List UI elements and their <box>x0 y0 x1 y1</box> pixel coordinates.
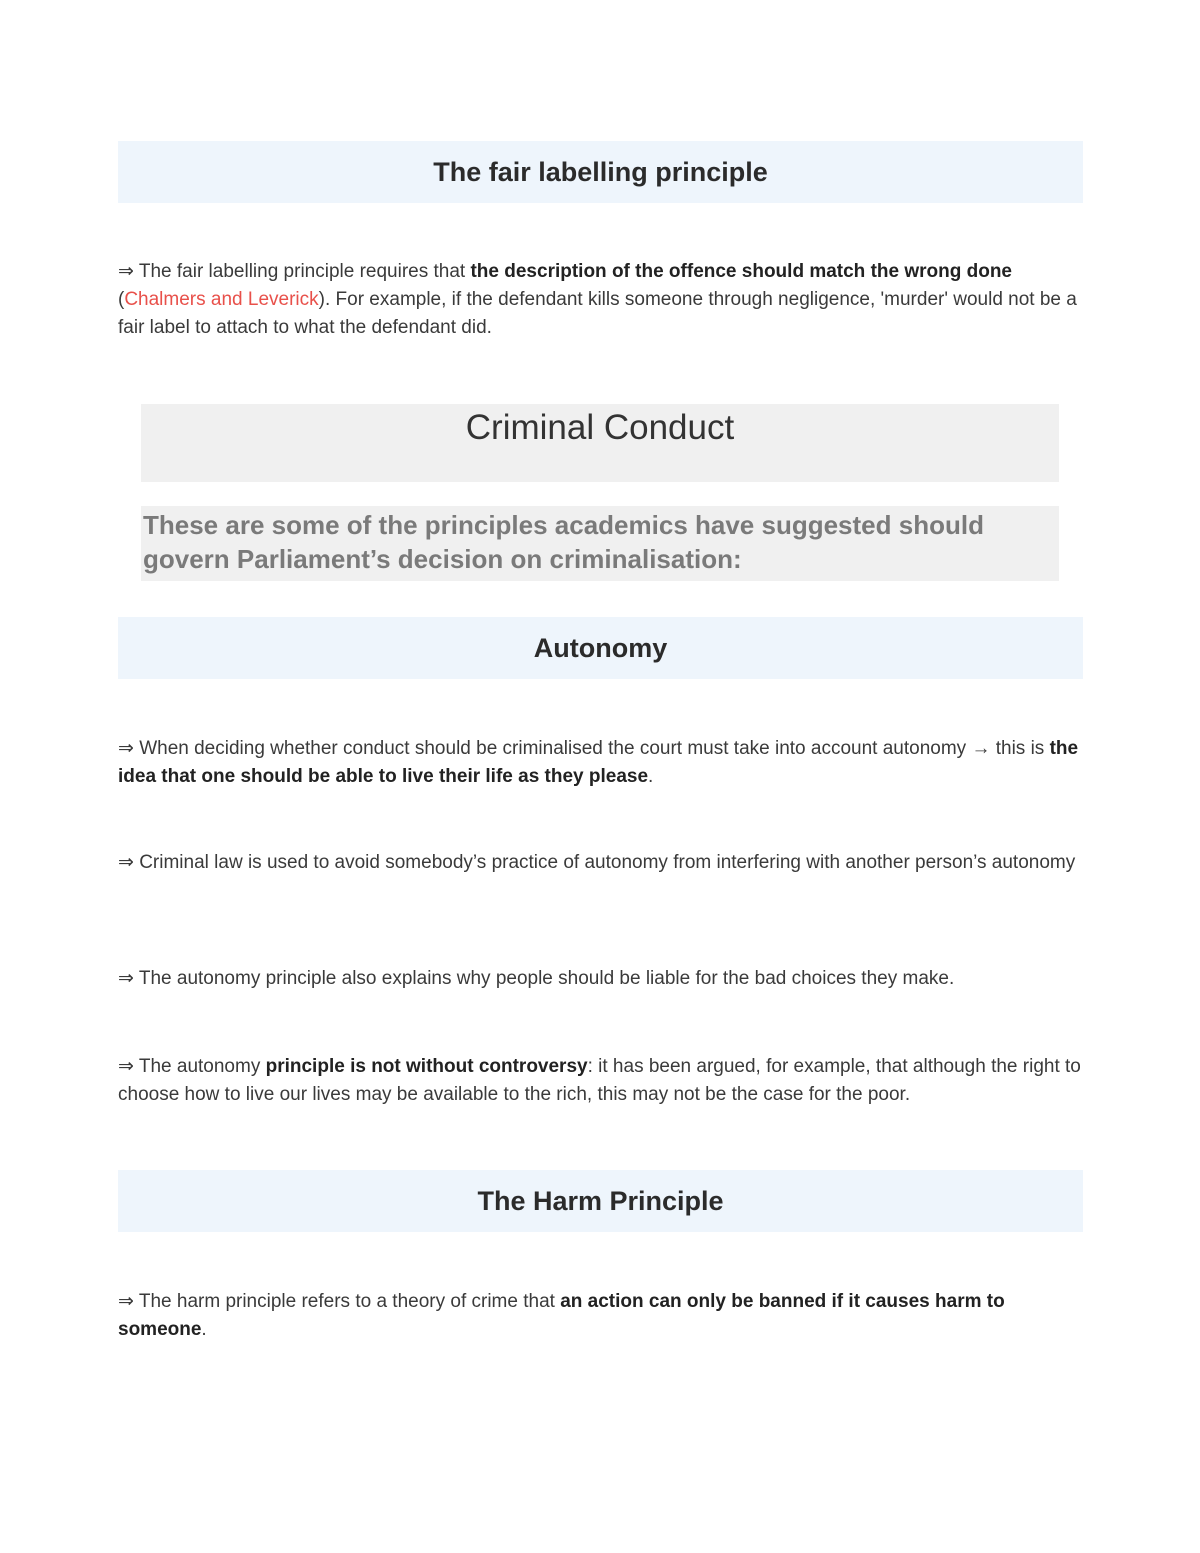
criminal-conduct-box <box>141 404 1059 482</box>
section-header-autonomy <box>118 617 1083 679</box>
arrow-bullet-icon: ⇒ <box>118 852 134 873</box>
arrow-bullet-icon: ⇒ <box>118 261 134 282</box>
harm-paragraph-1: ⇒ The harm principle refers to a theory of crime that an action can only be banned if it causes harm to someone. <box>118 1291 1005 1340</box>
autonomy-paragraph-1: ⇒ When deciding whether conduct should be criminalised the court must take into account autonomy → this is the idea that one should be able to live their life as they please. <box>118 738 1079 787</box>
fair-labelling-paragraph: ⇒ The fair labelling principle requires that the description of the offence should match the wrong done (Chalmers and Leverick). For example, if the defendant kills someone through negligence, 'murder' would not be a fair label to attach to what the defendant did. <box>118 261 1077 338</box>
bold-emphasis: the idea that one should be able to live their life as they please <box>118 738 1079 787</box>
bold-emphasis: principle is not without controversy <box>265 1056 588 1077</box>
section-title: Autonomy <box>533 632 668 663</box>
reference-citation: Chalmers and Leverick <box>124 289 319 310</box>
principles-note: These are some of the principles academics have suggested should govern Parliament’s decision on criminalisation: <box>143 510 984 574</box>
section-title: The fair labelling principle <box>433 156 768 187</box>
principles-note-box <box>141 506 1059 581</box>
autonomy-paragraph-2: ⇒ Criminal law is used to avoid somebody’s practice of autonomy from interfering with another person’s autonomy <box>118 852 1076 873</box>
arrow-bullet-icon: ⇒ <box>118 1291 134 1312</box>
arrow-bullet-icon: ⇒ <box>118 738 134 759</box>
bold-emphasis: the description of the offence should match the wrong done <box>470 261 1013 282</box>
section-header-harm-principle <box>118 1170 1083 1232</box>
bold-emphasis: an action can only be banned if it causes harm to someone <box>118 1291 1005 1340</box>
autonomy-paragraph-4: ⇒ The autonomy principle is not without controversy: it has been argued, for example, that although the right to choose how to live our lives may be available to the rich, this may not be the case for the poor. <box>118 1056 1081 1105</box>
section-header-fair-labelling <box>118 141 1083 203</box>
page-title: Criminal Conduct <box>465 408 735 447</box>
arrow-bullet-icon: ⇒ <box>118 1056 134 1077</box>
section-title: The Harm Principle <box>477 1185 724 1216</box>
autonomy-paragraph-3: ⇒ The autonomy principle also explains why people should be liable for the bad choices they make. <box>118 968 955 989</box>
arrow-bullet-icon: ⇒ <box>118 968 134 989</box>
